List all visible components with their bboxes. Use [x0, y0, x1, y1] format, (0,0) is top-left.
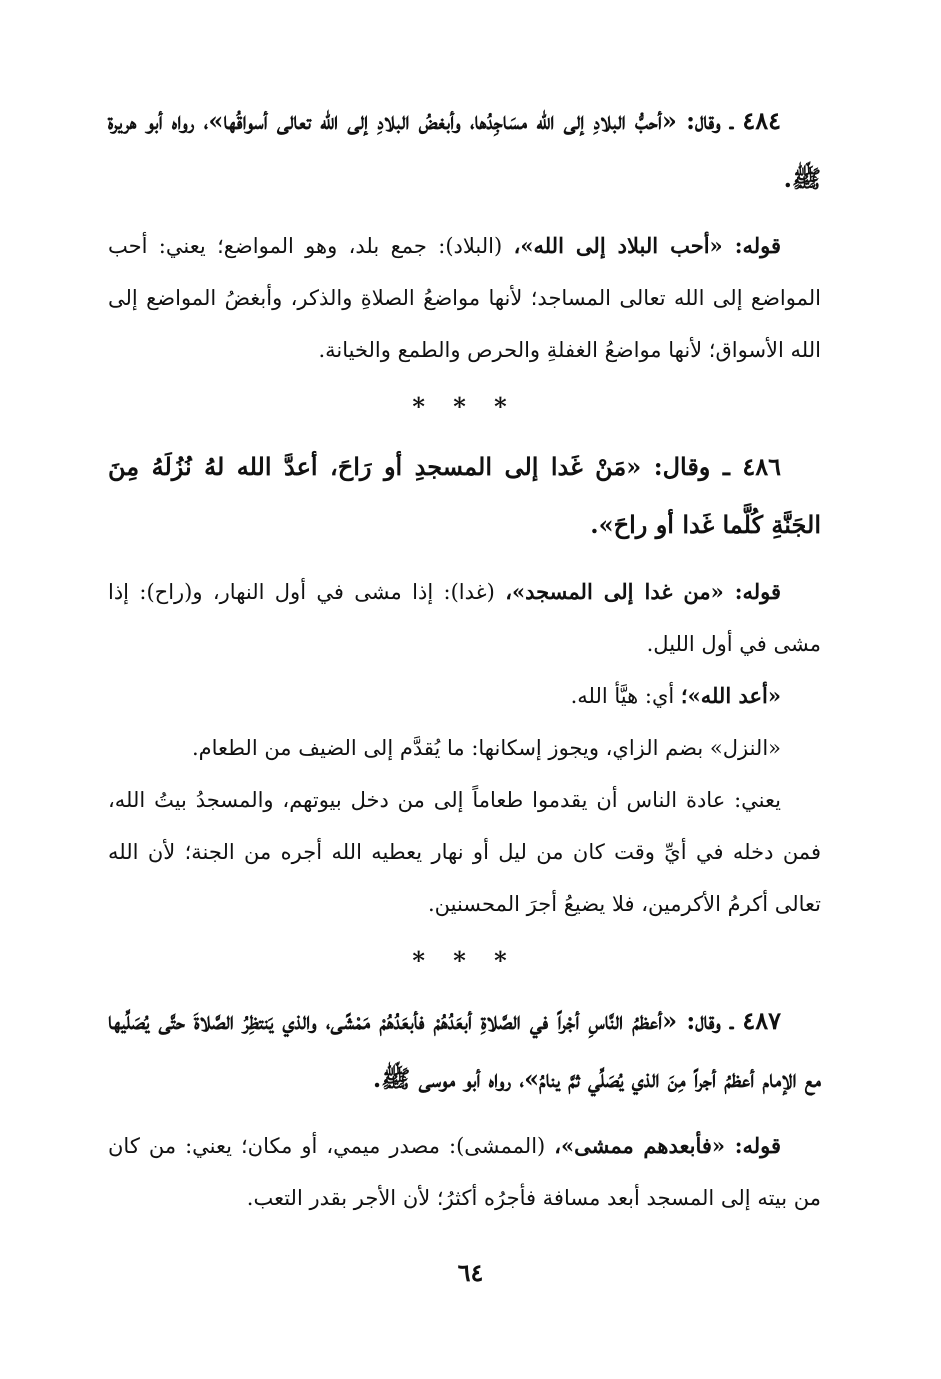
- commentary-486-c: [108, 722, 821, 774]
- hadith-text: وقال: «أعظمُ النَّاسِ أجْراً في الصَّلاةِ أبعَدُهُمْ فأبعَدُهُمْ مَمْشًى، والذي يَنتظِرُ الصَّلاةَ حتَّى يُصَلِّيها مع الإمام أعظمُ أجراً مِنَ الذي يُصَلِّي ثمَّ ينامُ»،: [108, 1006, 821, 1093]
- hadith-narrator: رواه أبو موسى ﷺ.: [372, 1064, 512, 1093]
- commentary-lead: قوله: «أحب البلاد إلى الله»،: [513, 233, 781, 258]
- commentary-lead: «أعد الله»؛: [680, 683, 781, 708]
- hadith-text: وقال: «مَنْ غَدا إلى المسجدِ أو رَاحَ، أعدَّ الله لهُ نُزُلَهُ مِنَ الجَنَّةِ كُلَّما غَدا أو راحَ».: [108, 452, 821, 539]
- commentary-487: [108, 1120, 821, 1224]
- commentary-484: [108, 220, 821, 376]
- section-separator: * * *: [412, 392, 517, 421]
- hadith-486: [108, 438, 821, 554]
- commentary-text: أي: هيَّأ الله.: [570, 684, 675, 708]
- hadith-narrator: رواه أبو هريرة ﷺ.: [108, 106, 821, 193]
- commentary-486-b: [108, 670, 821, 722]
- commentary-text: «النزل» بضم الزاي، ويجوز إسكانها: ما يُقدَّم إلى الضيف من الطعام.: [191, 736, 781, 760]
- commentary-486-a: [108, 566, 821, 670]
- hadith-487: [108, 992, 821, 1108]
- commentary-text: (البلاد): جمع بلد، وهو المواضع؛ يعني: أحب المواضع إلى الله تعالى المساجد؛ لأنها مواضعُ الصلاةِ والذكر، وأبغضُ المواضع إلى الله الأسواق؛ لأنها مواضعُ الغفلةِ والحرص والطمع والخيانة.: [108, 234, 821, 362]
- hadith-number: ٤٨٤ ـ: [730, 106, 782, 135]
- commentary-text: (غدا): إذا مشى في أول النهار، و(راح): إذا مشى في أول الليل.: [108, 580, 821, 656]
- commentary-text: يعني: عادة الناس أن يقدموا طعاماً إلى من دخل بيوتهم، والمسجدُ بيتُ الله، فمن دخله في أيِّ وقت كان من ليل أو نهار يعطيه الله أجره من الجنة؛ لأن الله تعالى أكرمُ الأكرمين، فلا يضيعُ أجرَ المحسنين.: [108, 788, 821, 916]
- commentary-lead: قوله: «فأبعدهم ممشى»،: [554, 1133, 781, 1158]
- hadith-number: ٤٨٦ ـ: [722, 452, 782, 481]
- commentary-text: (الممشى): مصدر ميمي، أو مكان؛ يعني: من كان من بيته إلى المسجد أبعد مسافة فأجرُه أكثرُ؛ لأن الأجر بقدر التعب.: [108, 1134, 821, 1210]
- hadith-number: ٤٨٧ ـ: [730, 1006, 782, 1035]
- commentary-lead: قوله: «من غدا إلى المسجد»،: [505, 579, 781, 604]
- hadith-text: وقال: «أحبُّ البلادِ إلى الله مسَاجِدُها، وأبغضُ البلادِ إلى الله تعالى أسواقُها»،: [203, 106, 721, 135]
- hadith-484: [108, 92, 821, 208]
- section-separator: * * *: [412, 946, 517, 975]
- commentary-486-d: [108, 774, 821, 930]
- page-number: ٦٤: [457, 1258, 484, 1287]
